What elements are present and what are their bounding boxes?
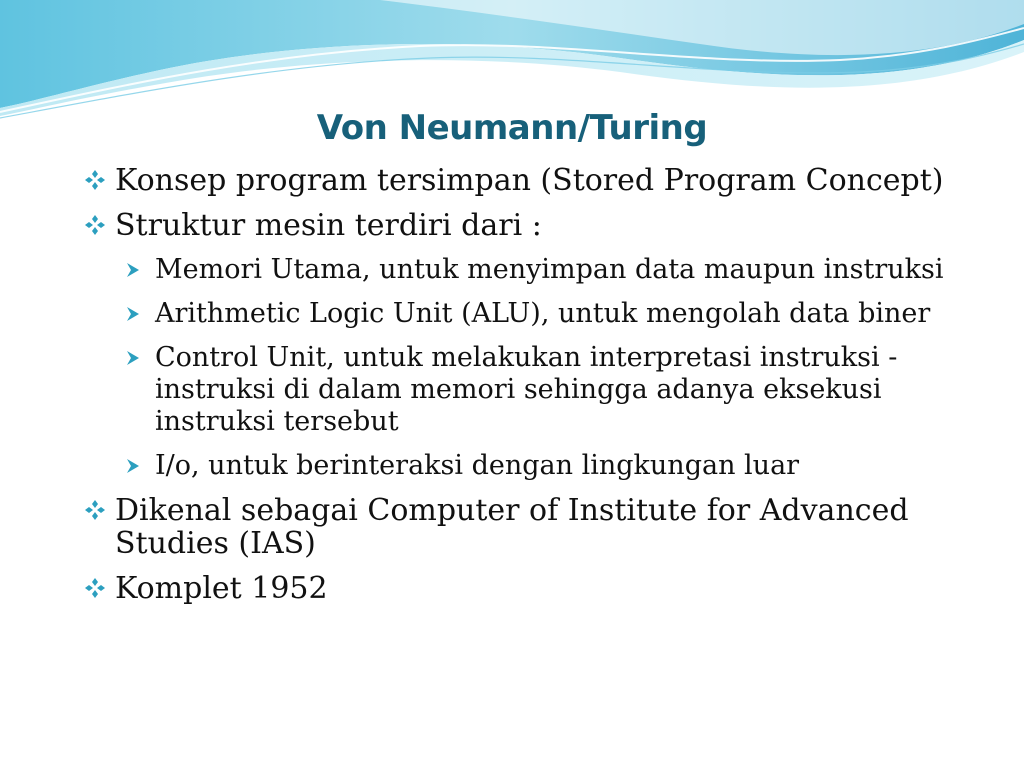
diamond-bullet-icon <box>84 169 106 191</box>
diamond-bullet-icon <box>84 214 106 236</box>
bullet-text: Struktur mesin terdiri dari : <box>115 208 542 243</box>
sub-bullet-text: I/o, untuk berinteraksi dengan lingkungan luar <box>155 450 800 481</box>
arrow-bullet-icon <box>124 304 142 324</box>
diamond-bullet-icon <box>84 499 106 521</box>
bullet-item <box>84 572 964 605</box>
bullet-text: Dikenal sebagai Computer of Institute for Advanced Studies (IAS) <box>115 493 909 561</box>
sub-bullet-item <box>124 450 964 482</box>
sub-bullet-item <box>124 298 964 330</box>
bullet-item <box>84 209 964 242</box>
slide-title: Von Neumann/Turing <box>316 108 708 148</box>
arrow-bullet-icon <box>124 260 142 280</box>
diamond-bullet-icon <box>84 577 106 599</box>
bullet-item <box>84 494 964 560</box>
sub-bullet-text: Arithmetic Logic Unit (ALU), untuk mengolah data biner <box>155 298 931 329</box>
sub-bullet-text: Memori Utama, untuk menyimpan data maupun instruksi <box>155 254 944 285</box>
arrow-bullet-icon <box>124 456 142 476</box>
sub-bullet-item <box>124 342 964 438</box>
sub-bullet-item <box>124 254 964 286</box>
bullet-item <box>84 164 964 197</box>
bullet-list <box>84 164 964 617</box>
arrow-bullet-icon <box>124 348 142 368</box>
bullet-text: Komplet 1952 <box>115 571 328 606</box>
bullet-text: Konsep program tersimpan (Stored Program Concept) <box>115 163 944 198</box>
sub-bullet-text: Control Unit, untuk melakukan interpretasi instruksi - instruksi di dalam memori sehingga adanya eksekusi instruksi tersebut <box>155 342 898 437</box>
